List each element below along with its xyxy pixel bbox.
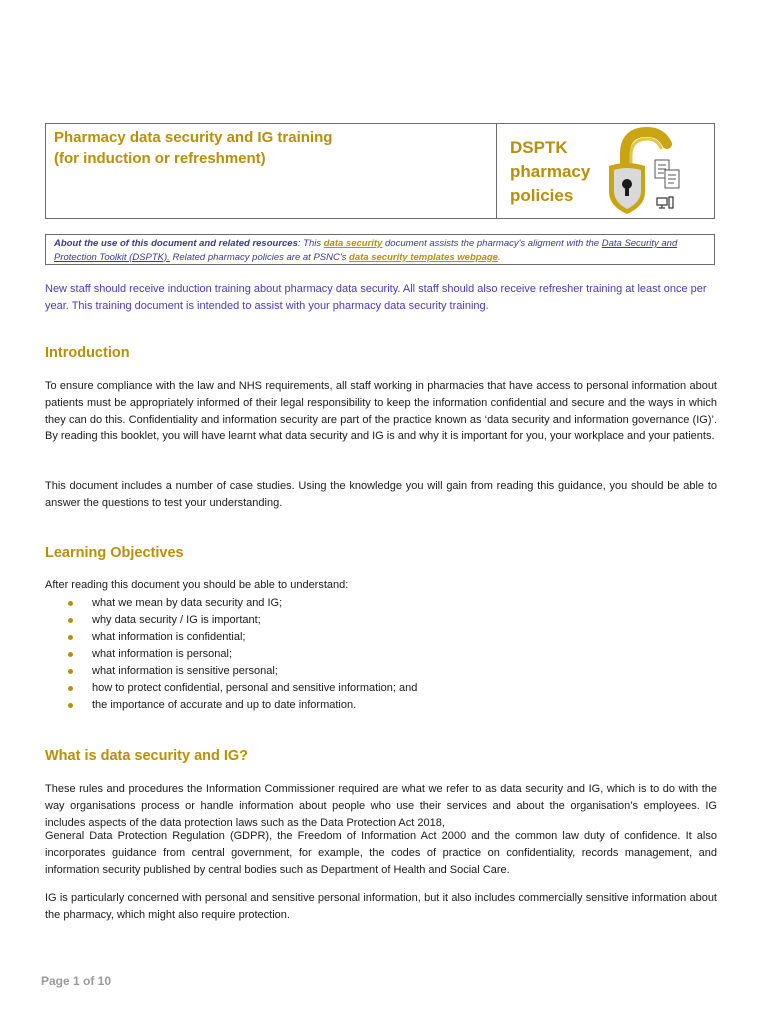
about-label: About the use of this document and related resources	[54, 238, 298, 249]
document-title-line1: Pharmacy data security and IG training	[54, 129, 333, 146]
what-is-paragraph-1a: These rules and procedures the Information Commissioner required are what we refer to as data security and IG, which is to do with the way organisations process or handle information about people who use their services and about the organisation’s employees. IG includes aspects of the data protection laws such as the Data Protection Act 2018,	[45, 783, 717, 829]
brand-line-policies: policies	[510, 186, 574, 205]
introduction-heading: Introduction	[45, 345, 130, 361]
brand-line-dsptk: DSPTK	[510, 138, 568, 157]
list-item: what information is personal;	[65, 646, 417, 663]
list-item: why data security / IG is important;	[65, 612, 417, 629]
header-title-cell	[46, 124, 497, 218]
what-is-heading: What is data security and IG?	[45, 748, 249, 764]
what-is-paragraph-1b: General Data Protection Regulation (GDPR), the Freedom of Information Act 2000 and the common law duty of confidence. It also incorporates guidance from central government, for example, the codes of practice on confidentiality, records management, and information security published by central bodies such as Department of Health and Social Care.	[45, 830, 717, 876]
templates-webpage-link[interactable]: data security templates webpage	[349, 251, 498, 263]
padlock-six-logo-icon	[595, 126, 695, 216]
page-number: Page 1 of 10	[41, 974, 112, 988]
about-text-1: : This	[297, 238, 324, 249]
bullet-icon	[68, 601, 73, 606]
introduction-paragraph-2: This document includes a number of case studies. Using the knowledge you will gain from reading this guidance, you should be able to answer the questions to test your understanding.	[45, 480, 717, 509]
list-item: how to protect confidential, personal and sensitive information; and	[65, 680, 417, 697]
dsptk-link[interactable]: Data Security and Protection Toolkit (DSPTK).	[54, 238, 678, 263]
list-item: what information is sensitive personal;	[65, 663, 417, 680]
about-text-3: Related pharmacy policies are at PSNC's	[169, 251, 350, 263]
bullet-icon	[68, 618, 73, 623]
objectives-lead: After reading this document you should be able to understand:	[45, 579, 349, 591]
document-title-line2: (for induction or refreshment)	[54, 150, 266, 167]
list-item: the importance of accurate and up to date information.	[65, 697, 417, 714]
training-note: New staff should receive induction training about pharmacy data security. All staff should also receive refresher training at least once per year. This training document is intended to assist with your pharmacy data security training.	[45, 283, 707, 312]
learning-objectives-heading: Learning Objectives	[45, 545, 184, 561]
list-item: what information is confidential;	[65, 629, 417, 646]
about-text-2: document assists the pharmacy's aligment with the	[382, 238, 602, 249]
data-security-link[interactable]: data security	[323, 238, 383, 249]
list-item: what we mean by data security and IG;	[65, 595, 417, 612]
about-resources-box	[45, 234, 715, 265]
about-text-4: .	[497, 251, 501, 263]
brand-line-pharmacy: pharmacy	[510, 162, 591, 181]
bullet-icon	[68, 686, 73, 691]
header-table	[45, 123, 715, 219]
introduction-paragraph-1: To ensure compliance with the law and NHS requirements, all staff working in pharmacies that have access to personal information about patients must be appropriately informed of their legal responsibility to keep the information confidential and secure and the ways in which they can do this. Confidentiality and information security are part of the practice known as ‘data security and information governance (IG)’. By reading this booklet, you will have learnt what data security and IG is and why it is important for you, your workplace and your patients.	[45, 380, 717, 443]
header-brand-cell	[497, 124, 714, 218]
bullet-icon	[68, 635, 73, 640]
objectives-list	[65, 595, 417, 714]
bullet-icon	[68, 669, 73, 674]
bullet-icon	[68, 652, 73, 657]
bullet-icon	[68, 703, 73, 708]
what-is-paragraph-2: IG is particularly concerned with personal and sensitive personal information, but it also includes commercially sensitive information about the pharmacy, which might also require protection.	[45, 892, 717, 921]
